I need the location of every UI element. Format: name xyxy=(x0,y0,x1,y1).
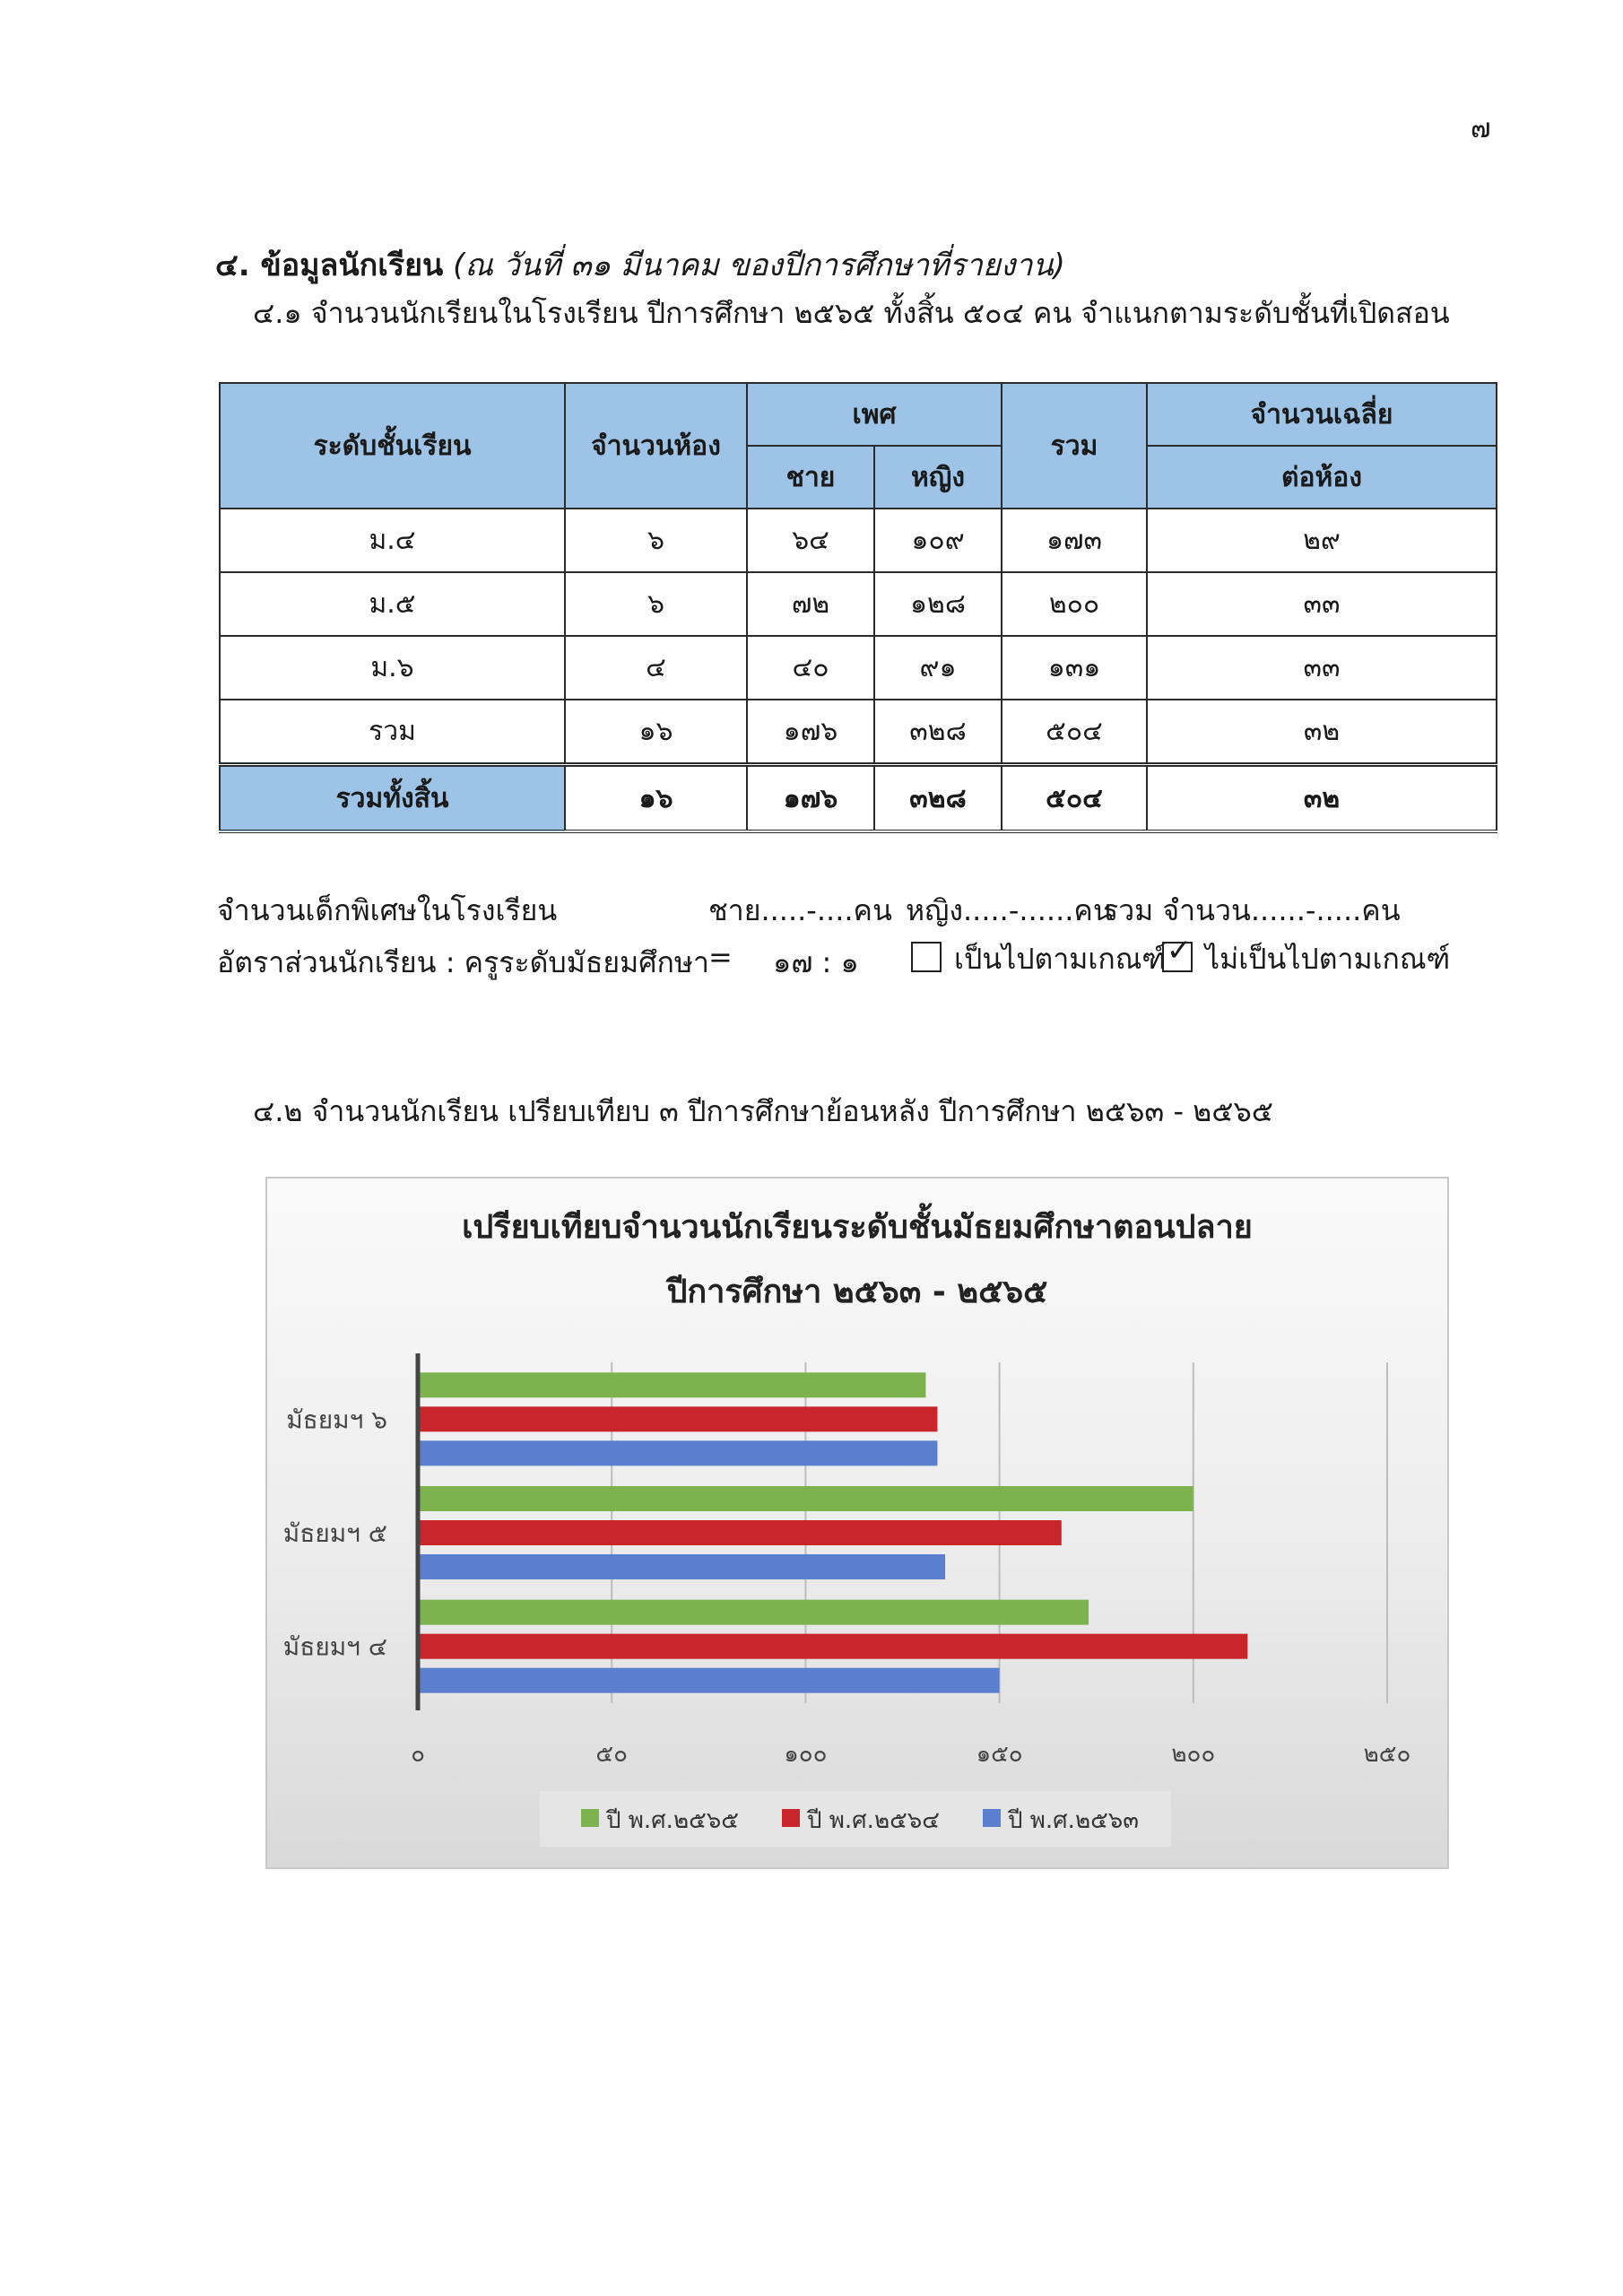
cell-female: ๓๒๘ xyxy=(874,700,1002,765)
cell-female: ๙๑ xyxy=(874,636,1002,700)
grand-total-row xyxy=(220,765,1497,832)
cell-avg: ๓๓ xyxy=(1147,572,1497,636)
header-gender: เพศ xyxy=(747,383,1002,446)
legend-swatch xyxy=(782,1809,800,1827)
chart-bar xyxy=(418,1486,1193,1511)
cell-rooms: ๖ xyxy=(565,572,747,636)
chart-title-line1: เปรียบเทียบจำนวนนักเรียนระดับชั้นมัธยมศึกษาตอนปลาย xyxy=(462,1209,1253,1246)
chart-bar xyxy=(418,1440,937,1465)
cell-rooms: ๑๖ xyxy=(565,700,747,765)
header-rooms: จำนวนห้อง xyxy=(565,383,747,509)
section-heading xyxy=(215,240,1065,289)
chart-bar xyxy=(418,1406,937,1431)
chart-bar xyxy=(418,1372,925,1397)
category-label: มัธยมฯ ๖ xyxy=(286,1405,387,1435)
cell-avg: ๓๒ xyxy=(1147,765,1497,832)
x-tick-label: ๑๐๐ xyxy=(784,1741,828,1768)
cell-rooms: ๖ xyxy=(565,509,747,572)
header-total: รวม xyxy=(1002,383,1147,509)
ratio-equals: = xyxy=(708,940,733,974)
checkbox-meets[interactable] xyxy=(911,942,942,972)
special-needs-total: รวม จำนวน......-.....คน xyxy=(1103,893,1401,927)
check-mark-icon: ✓ xyxy=(1166,933,1193,969)
chart-title-line2: ปีการศึกษา ๒๕๖๓ - ๒๕๖๕ xyxy=(666,1274,1048,1310)
cell-female: ๑๒๘ xyxy=(874,572,1002,636)
header-avg-line2: ต่อห้อง xyxy=(1147,446,1497,509)
table-row xyxy=(220,636,1497,700)
ratio-option-not-meets[interactable] xyxy=(1162,933,1451,982)
legend-swatch xyxy=(581,1809,599,1827)
cell-total: ๕๐๔ xyxy=(1002,700,1147,765)
x-tick-label: ๑๕๐ xyxy=(976,1741,1023,1768)
table-row xyxy=(220,700,1497,765)
chart-bar xyxy=(418,1554,945,1579)
section-subtitle: (ณ วันที่ ๓๑ มีนาคม ของปีการศึกษาที่รายงาน) xyxy=(453,248,1065,283)
cell-female: ๓๒๘ xyxy=(874,765,1002,832)
cell-female: ๑๐๙ xyxy=(874,509,1002,572)
cell-avg: ๓๓ xyxy=(1147,636,1497,700)
ratio-value: ๑๗ : ๑ xyxy=(773,945,859,979)
page-number: ๗ xyxy=(1471,113,1491,144)
comparison-chart xyxy=(265,1177,1449,1869)
cell-total: ๑๓๑ xyxy=(1002,636,1147,700)
category-label: มัธยมฯ ๔ xyxy=(282,1631,387,1662)
intro-line-4-2: ๔.๒ จำนวนนักเรียน เปรียบเทียบ ๓ ปีการศึกษาย้อนหลัง ปีการศึกษา ๒๕๖๓ - ๒๕๖๕ xyxy=(253,1094,1274,1128)
ratio-label: อัตราส่วนนักเรียน : ครูระดับมัธยมศึกษา xyxy=(217,945,709,979)
x-tick-label: ๒๐๐ xyxy=(1171,1741,1216,1768)
chart-svg xyxy=(267,1178,1447,1867)
chart-bar xyxy=(418,1600,1089,1625)
cell-level: ม.๔ xyxy=(220,509,565,572)
x-tick-label: ๕๐ xyxy=(595,1741,628,1768)
cell-male: ๗๒ xyxy=(747,572,874,636)
chart-bar xyxy=(418,1520,1062,1545)
chart-bar xyxy=(418,1634,1247,1659)
cell-total: ๑๗๓ xyxy=(1002,509,1147,572)
cell-rooms: ๑๖ xyxy=(565,765,747,832)
table-row xyxy=(220,572,1497,636)
header-avg-line1: จำนวนเฉลี่ย xyxy=(1147,383,1497,446)
cell-male: ๑๗๖ xyxy=(747,765,874,832)
ratio-option-meets[interactable] xyxy=(911,936,1166,982)
x-tick-label: ๐ xyxy=(411,1741,425,1768)
cell-level: รวม xyxy=(220,700,565,765)
header-female: หญิง xyxy=(874,446,1002,509)
student-table xyxy=(219,382,1497,833)
legend-swatch xyxy=(983,1809,1001,1827)
option-meets-label: เป็นไปตามเกณฑ์ xyxy=(954,942,1166,976)
legend-label: ปี พ.ศ.๒๕๖๓ xyxy=(1008,1807,1140,1834)
intro-line-4-1: ๔.๑ จำนวนนักเรียนในโรงเรียน ปีการศึกษา ๒๕๖๕ ทั้งสิ้น ๕๐๔ คน จำแนกตามระดับชั้นที่เปิดสอน xyxy=(253,296,1450,330)
cell-avg: ๓๒ xyxy=(1147,700,1497,765)
checkbox-not-meets[interactable] xyxy=(1162,933,1193,972)
special-needs-label: จำนวนเด็กพิเศษในโรงเรียน xyxy=(217,893,558,927)
cell-level: รวมทั้งสิ้น xyxy=(220,765,565,832)
cell-level: ม.๖ xyxy=(220,636,565,700)
x-tick-label: ๒๕๐ xyxy=(1363,1741,1411,1768)
special-needs-female: หญิง.....-......คน xyxy=(906,893,1113,927)
table-row xyxy=(220,509,1497,572)
cell-avg: ๒๙ xyxy=(1147,509,1497,572)
cell-male: ๑๗๖ xyxy=(747,700,874,765)
chart-bar xyxy=(418,1668,1000,1693)
legend-label: ปี พ.ศ.๒๕๖๕ xyxy=(606,1807,739,1834)
cell-male: ๔๐ xyxy=(747,636,874,700)
cell-rooms: ๔ xyxy=(565,636,747,700)
cell-level: ม.๕ xyxy=(220,572,565,636)
option-not-meets-label: ไม่เป็นไปตามเกณฑ์ xyxy=(1205,942,1451,976)
category-label: มัธยมฯ ๕ xyxy=(282,1518,387,1548)
special-needs-male: ชาย.....-....คน xyxy=(708,893,892,927)
header-male: ชาย xyxy=(747,446,874,509)
section-title: ๔. ข้อมูลนักเรียน xyxy=(215,248,444,283)
cell-male: ๖๔ xyxy=(747,509,874,572)
cell-total: ๒๐๐ xyxy=(1002,572,1147,636)
header-level: ระดับชั้นเรียน xyxy=(220,383,565,509)
legend-label: ปี พ.ศ.๒๕๖๔ xyxy=(807,1807,940,1834)
cell-total: ๕๐๔ xyxy=(1002,765,1147,832)
